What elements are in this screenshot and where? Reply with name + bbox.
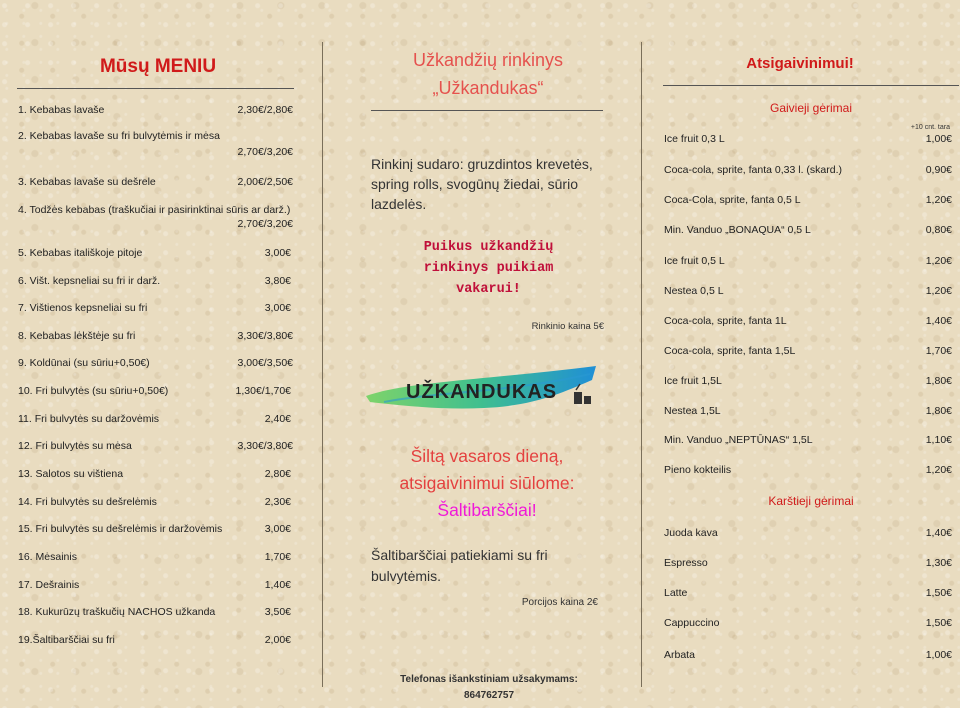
drink-name: Juoda kava xyxy=(664,527,718,539)
drink-price: 1,80€ xyxy=(925,375,952,387)
menu-item-price: 2,70€/3,20€ xyxy=(237,218,293,230)
snack-set-description: Rinkinį sudaro: gruzdintos krevetės, spring rolls, svogūnų žiedai, sūrio lazdelės. xyxy=(371,156,593,212)
drink-name: Arbata xyxy=(664,649,695,661)
drink-name: Ice fruit 0,5 L xyxy=(664,255,725,267)
drink-price: 1,70€ xyxy=(925,345,952,357)
menu-item-price: 2,30€ xyxy=(264,496,291,508)
menu-item-name: 17. Dešrainis xyxy=(18,579,80,591)
menu-item-name: 19.Šaltibarščiai su fri xyxy=(18,634,115,646)
menu-item-price: 2,00€/2,50€ xyxy=(237,176,293,188)
drink-price: 1,20€ xyxy=(925,285,952,297)
drink-name: Latte xyxy=(664,587,688,599)
promo-column xyxy=(324,0,640,708)
summer-line3: Šaltibarščiai! xyxy=(437,500,537,520)
drink-price: 1,40€ xyxy=(925,315,952,327)
drink-price: 1,50€ xyxy=(925,617,952,629)
menu-item-price: 3,00€ xyxy=(264,523,291,535)
menu-item-price: 3,00€ xyxy=(264,247,291,259)
drink-price: 1,20€ xyxy=(925,255,952,267)
menu-item-price: 1,30€/1,70€ xyxy=(235,385,291,397)
promo-line1: Puikus užkandžių xyxy=(423,240,554,255)
hot-drinks-title: Karštieji gėrimai xyxy=(768,494,854,508)
cold-soup-description: Šaltibarščiai patiekiami su fri bulvytėmis. xyxy=(371,547,548,584)
phone-number: 864762757 xyxy=(463,690,515,701)
menu-item-price: 2,40€ xyxy=(264,413,291,425)
drink-name: Coca-cola, sprite, fanta 1,5L xyxy=(664,345,796,357)
promo-line3: vakarui! xyxy=(456,282,521,297)
drink-name: Coca-Cola, sprite, fanta 0,5 L xyxy=(664,194,801,206)
drink-name: Min. Vanduo „BONAQUA“ 0,5 L xyxy=(664,224,811,236)
logo-brush-icon xyxy=(364,362,599,420)
drink-price: 1,30€ xyxy=(925,557,952,569)
deposit-note: +10 cnt. tara xyxy=(910,124,950,131)
portion-price: Porcijos kaina 2€ xyxy=(521,597,598,608)
menu-item-name: 16. Mėsainis xyxy=(18,551,77,563)
menu-item-name: 15. Fri bulvytės su dešrelėmis ir daržovėmis xyxy=(18,523,223,535)
menu-item-price: 2,70€/3,20€ xyxy=(237,146,293,158)
drink-price: 1,00€ xyxy=(925,133,952,145)
drink-price: 0,80€ xyxy=(925,224,952,236)
snack-set-title-line1: Užkandžių rinkinys xyxy=(412,50,564,70)
menu-item-price: 3,30€/3,80€ xyxy=(237,440,293,452)
drink-name: Min. Vanduo „NEPTŪNAS“ 1,5L xyxy=(664,434,813,446)
promo-line2: rinkinys puikiam xyxy=(423,261,554,276)
drink-price: 1,50€ xyxy=(925,587,952,599)
drink-name: Nestea 1,5L xyxy=(664,405,721,417)
phone-info xyxy=(364,672,614,704)
snack-set-title xyxy=(372,46,604,102)
drink-name: Nestea 0,5 L xyxy=(664,285,724,297)
drink-name: Espresso xyxy=(664,557,708,569)
drink-price: 1,80€ xyxy=(925,405,952,417)
drinks-title-rule xyxy=(663,85,959,86)
drinks-column xyxy=(642,0,960,708)
menu-item-name: 10. Fri bulvytės (su sūriu+0,50€) xyxy=(18,385,169,397)
summer-offer xyxy=(364,443,610,524)
drink-name: Coca-cola, sprite, fanta 1L xyxy=(664,315,787,327)
menu-item-name: 1. Kebabas lavaše xyxy=(18,104,105,116)
menu-item-name: 18. Kukurūzų traškučių NACHOS užkanda xyxy=(18,606,216,618)
menu-title-rule xyxy=(17,88,294,89)
column-divider-left xyxy=(322,42,323,687)
phone-label: Telefonas išankstiniam užsakymams: xyxy=(400,674,578,685)
menu-item-name: 4. Todžės kebabas (traškučiai ir pasirinktinai sūris ar darž.) xyxy=(18,204,291,216)
menu-item-price: 2,80€ xyxy=(264,468,291,480)
snack-set-price: Rinkinio kaina 5€ xyxy=(531,321,604,332)
menu-item-name: 2. Kebabas lavaše su fri bulvytėmis ir mėsa xyxy=(18,130,220,142)
menu-item-price: 3,00€/3,50€ xyxy=(237,357,293,369)
menu-column xyxy=(0,0,322,708)
cold-drinks-title: Gaivieji gėrimai xyxy=(769,101,853,115)
drinks-title: Atsigaivinimui! xyxy=(746,55,854,72)
menu-item-name: 3. Kebabas lavaše su dešrele xyxy=(18,176,156,188)
summer-line2: atsigaivinimui siūlome: xyxy=(399,473,575,493)
snack-set-title-rule xyxy=(371,110,603,111)
menu-item-price: 1,40€ xyxy=(264,579,291,591)
menu-item-price: 3,80€ xyxy=(264,275,291,287)
summer-line1: Šiltą vasaros dieną, xyxy=(410,446,564,466)
menu-item-name: 8. Kebabas lėkštėje su fri xyxy=(18,330,136,342)
menu-item-price: 3,50€ xyxy=(264,606,291,618)
drink-price: 1,20€ xyxy=(925,464,952,476)
snack-set-title-line2: „Užkandukas“ xyxy=(432,78,544,98)
drink-price: 1,10€ xyxy=(925,434,952,446)
drink-price: 1,20€ xyxy=(925,194,952,206)
menu-item-name: 14. Fri bulvytės su dešrelėmis xyxy=(18,496,157,508)
menu-item-name: 5. Kebabas itališkoje pitoje xyxy=(18,247,143,259)
menu-item-name: 13. Salotos su vištiena xyxy=(18,468,124,480)
menu-item-price: 2,30€/2,80€ xyxy=(237,104,293,116)
drink-name: Ice fruit 1,5L xyxy=(664,375,722,387)
menu-title: Mūsų MENIU xyxy=(99,56,217,77)
menu-item-price: 2,00€ xyxy=(264,634,291,646)
menu-item-name: 6. Višt. kepsneliai su fri ir darž. xyxy=(18,275,161,287)
drink-price: 1,00€ xyxy=(925,649,952,661)
drink-price: 0,90€ xyxy=(925,164,952,176)
uzkandukas-logo xyxy=(364,362,599,420)
drink-name: Ice fruit 0,3 L xyxy=(664,133,725,145)
drink-name: Pieno kokteilis xyxy=(664,464,732,476)
menu-item-name: 9. Koldūnai (su sūriu+0,50€) xyxy=(18,357,150,369)
menu-item-name: 7. Vištienos kepsneliai su fri xyxy=(18,302,148,314)
menu-item-price: 3,30€/3,80€ xyxy=(237,330,293,342)
menu-item-name: 12. Fri bulvytės su mėsa xyxy=(18,440,132,452)
drink-price: 1,40€ xyxy=(925,527,952,539)
logo-text: UŽKANDUKAS xyxy=(406,381,558,403)
menu-item-price: 3,00€ xyxy=(264,302,291,314)
drink-name: Coca-cola, sprite, fanta 0,33 l. (skard.) xyxy=(664,164,842,176)
menu-item-price: 1,70€ xyxy=(264,551,291,563)
menu-item-name: 11. Fri bulvytės su daržovėmis xyxy=(18,413,160,425)
snack-set-promo xyxy=(371,237,606,300)
drink-name: Cappuccino xyxy=(664,617,720,629)
